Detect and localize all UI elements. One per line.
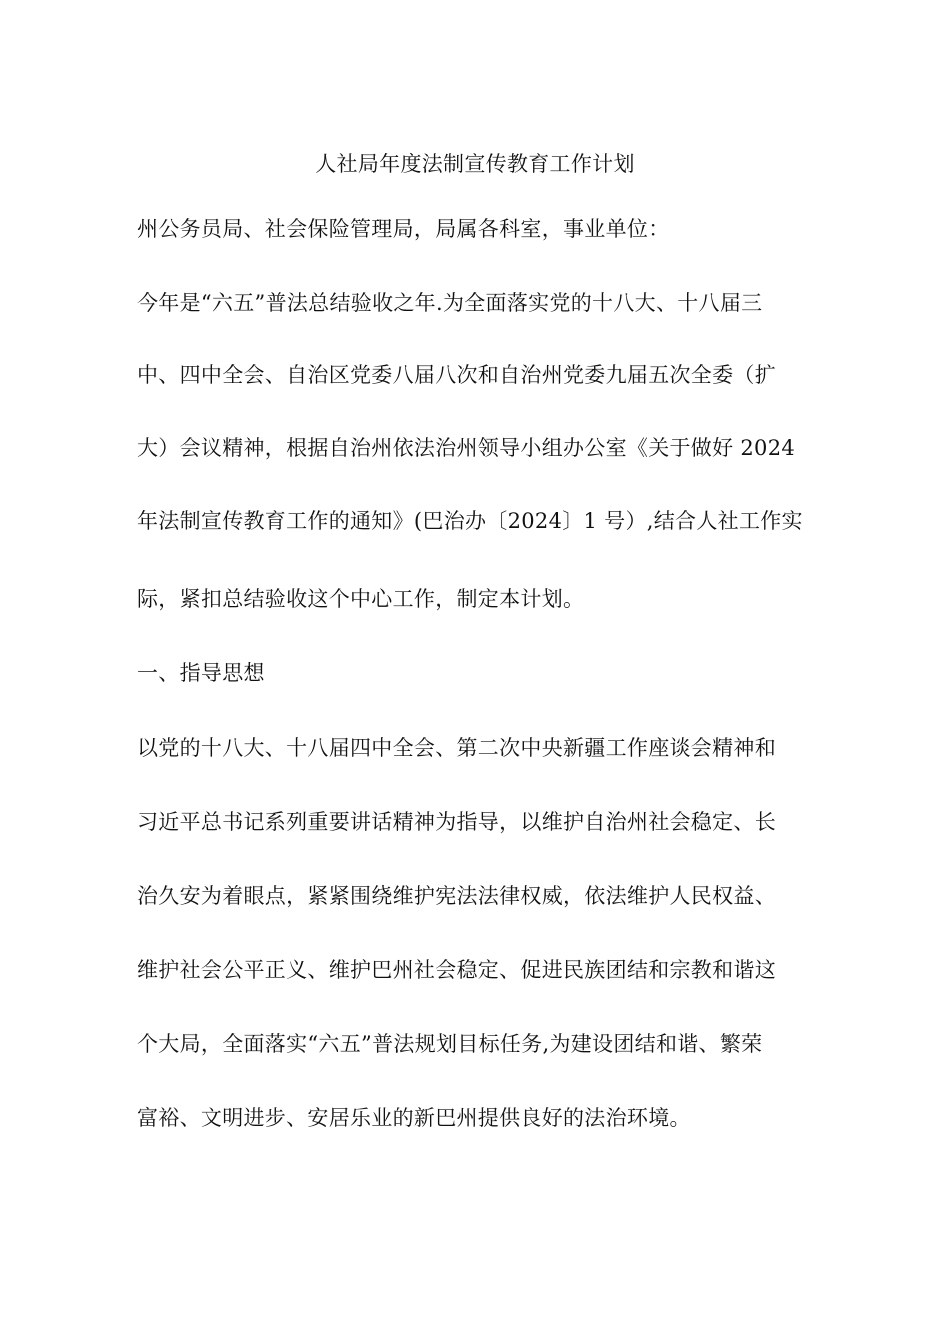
section-line: 富裕、文明进步、安居乐业的新巴州提供良好的法治环境。 xyxy=(137,1106,691,1130)
section-line: 治久安为着眼点，紧紧围绕维护宪法法律权威，依法维护人民权益、 xyxy=(137,884,776,908)
document-title: 人社局年度法制宣传教育工作计划 xyxy=(315,152,635,176)
section-line: 个大局，全面落实“六五”普法规划目标任务,为建设团结和谐、繁荣 xyxy=(137,1032,763,1056)
section-line: 以党的十八大、十八届四中全会、第二次中央新疆工作座谈会精神和 xyxy=(137,736,776,760)
section-heading: 一、指导思想 xyxy=(137,661,265,685)
section-line: 维护社会公平正义、维护巴州社会稳定、促进民族团结和宗教和谐这 xyxy=(137,958,776,982)
intro-line: 年法制宣传教育工作的通知》(巴治办〔2024〕1 号）,结合人社工作实 xyxy=(137,509,803,533)
intro-line: 大）会议精神，根据自治州依法治州领导小组办公室《关于做好 2024 xyxy=(137,436,796,460)
section-line: 习近平总书记系列重要讲话精神为指导，以维护自治州社会稳定、长 xyxy=(137,810,776,834)
intro-line: 际，紧扣总结验收这个中心工作，制定本计划。 xyxy=(137,587,585,611)
addressee-line: 州公务员局、社会保险管理局，局属各科室，事业单位： xyxy=(137,217,670,241)
intro-line: 中、四中全会、自治区党委八届八次和自治州党委九届五次全委（扩 xyxy=(137,363,776,387)
intro-line: 今年是“六五”普法总结验收之年.为全面落实党的十八大、十八届三 xyxy=(137,291,763,315)
